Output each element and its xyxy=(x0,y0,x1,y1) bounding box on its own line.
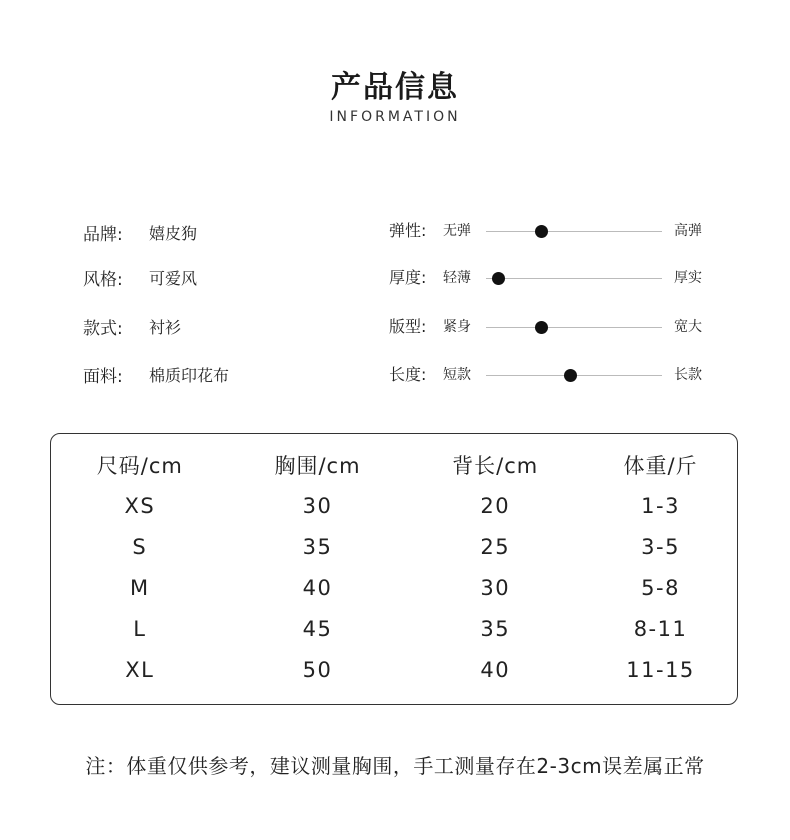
rating-key: 长度: xyxy=(389,365,427,384)
table-row xyxy=(51,526,737,567)
attribute-style xyxy=(83,265,197,289)
rating-max-label: 长款 xyxy=(674,367,702,383)
attribute-value: 可爱风 xyxy=(149,268,198,288)
table-cell: 30 xyxy=(302,493,333,518)
page-title: 产品信息 xyxy=(331,70,459,105)
table-cell: XS xyxy=(124,493,156,518)
rating-fit xyxy=(389,315,719,339)
rating-knob xyxy=(492,272,505,285)
header-weight: 体重/斤 xyxy=(623,453,698,478)
table-cell: 3-5 xyxy=(641,534,680,559)
rating-track xyxy=(486,231,662,232)
table-cell: S xyxy=(132,534,148,559)
table-cell: 30 xyxy=(480,575,511,600)
table-cell: 5-8 xyxy=(641,575,680,600)
rating-track xyxy=(486,375,662,376)
table-cell: XL xyxy=(125,657,155,682)
rating-min-label: 短款 xyxy=(443,367,471,383)
rating-max-label: 宽大 xyxy=(674,319,702,335)
table-row xyxy=(51,485,737,526)
measurement-note: 注：体重仅供参考，建议测量胸围，手工测量存在2-3cm误差属正常 xyxy=(85,754,705,778)
table-cell: 45 xyxy=(302,616,333,641)
table-cell: 1-3 xyxy=(641,493,680,518)
rating-max-label: 厚实 xyxy=(674,270,702,286)
table-row xyxy=(51,608,737,649)
table-cell: 40 xyxy=(480,657,511,682)
table-cell: 8-11 xyxy=(633,616,688,641)
attribute-key: 风格: xyxy=(83,269,123,290)
rating-min-label: 无弹 xyxy=(443,223,471,239)
table-cell: M xyxy=(130,575,150,600)
size-table xyxy=(50,433,738,705)
rating-key: 弹性: xyxy=(389,221,427,240)
table-cell: 35 xyxy=(480,616,511,641)
header-back-length: 背长/cm xyxy=(452,453,539,478)
size-table-header-row xyxy=(51,444,737,485)
rating-elasticity xyxy=(389,219,719,243)
attribute-type xyxy=(83,314,181,338)
table-cell: 35 xyxy=(302,534,333,559)
attribute-key: 品牌: xyxy=(83,224,123,245)
table-row xyxy=(51,567,737,608)
table-cell: 11-15 xyxy=(626,657,695,682)
header-size: 尺码/cm xyxy=(96,453,183,478)
attribute-key: 面料: xyxy=(83,366,123,387)
attribute-value: 棉质印花布 xyxy=(149,365,230,385)
table-cell: 50 xyxy=(302,657,333,682)
page-subtitle: INFORMATION xyxy=(329,109,461,125)
table-cell: L xyxy=(133,616,147,641)
rating-min-label: 紧身 xyxy=(443,319,471,335)
rating-knob xyxy=(535,321,548,334)
attribute-brand xyxy=(83,220,197,244)
rating-track xyxy=(486,278,662,279)
attribute-fabric xyxy=(83,362,229,386)
attribute-key: 款式: xyxy=(83,318,123,339)
rating-key: 版型: xyxy=(389,317,427,336)
header-chest: 胸围/cm xyxy=(274,453,361,478)
table-cell: 20 xyxy=(480,493,511,518)
rating-knob xyxy=(564,369,577,382)
attribute-value: 嬉皮狗 xyxy=(149,223,198,243)
rating-max-label: 高弹 xyxy=(674,223,702,239)
table-cell: 40 xyxy=(302,575,333,600)
table-cell: 25 xyxy=(480,534,511,559)
rating-track xyxy=(486,327,662,328)
rating-knob xyxy=(535,225,548,238)
rating-min-label: 轻薄 xyxy=(443,270,471,286)
attribute-value: 衬衫 xyxy=(149,317,182,337)
rating-length xyxy=(389,363,719,387)
table-row xyxy=(51,649,737,690)
rating-thickness xyxy=(389,266,719,290)
rating-key: 厚度: xyxy=(389,268,427,287)
